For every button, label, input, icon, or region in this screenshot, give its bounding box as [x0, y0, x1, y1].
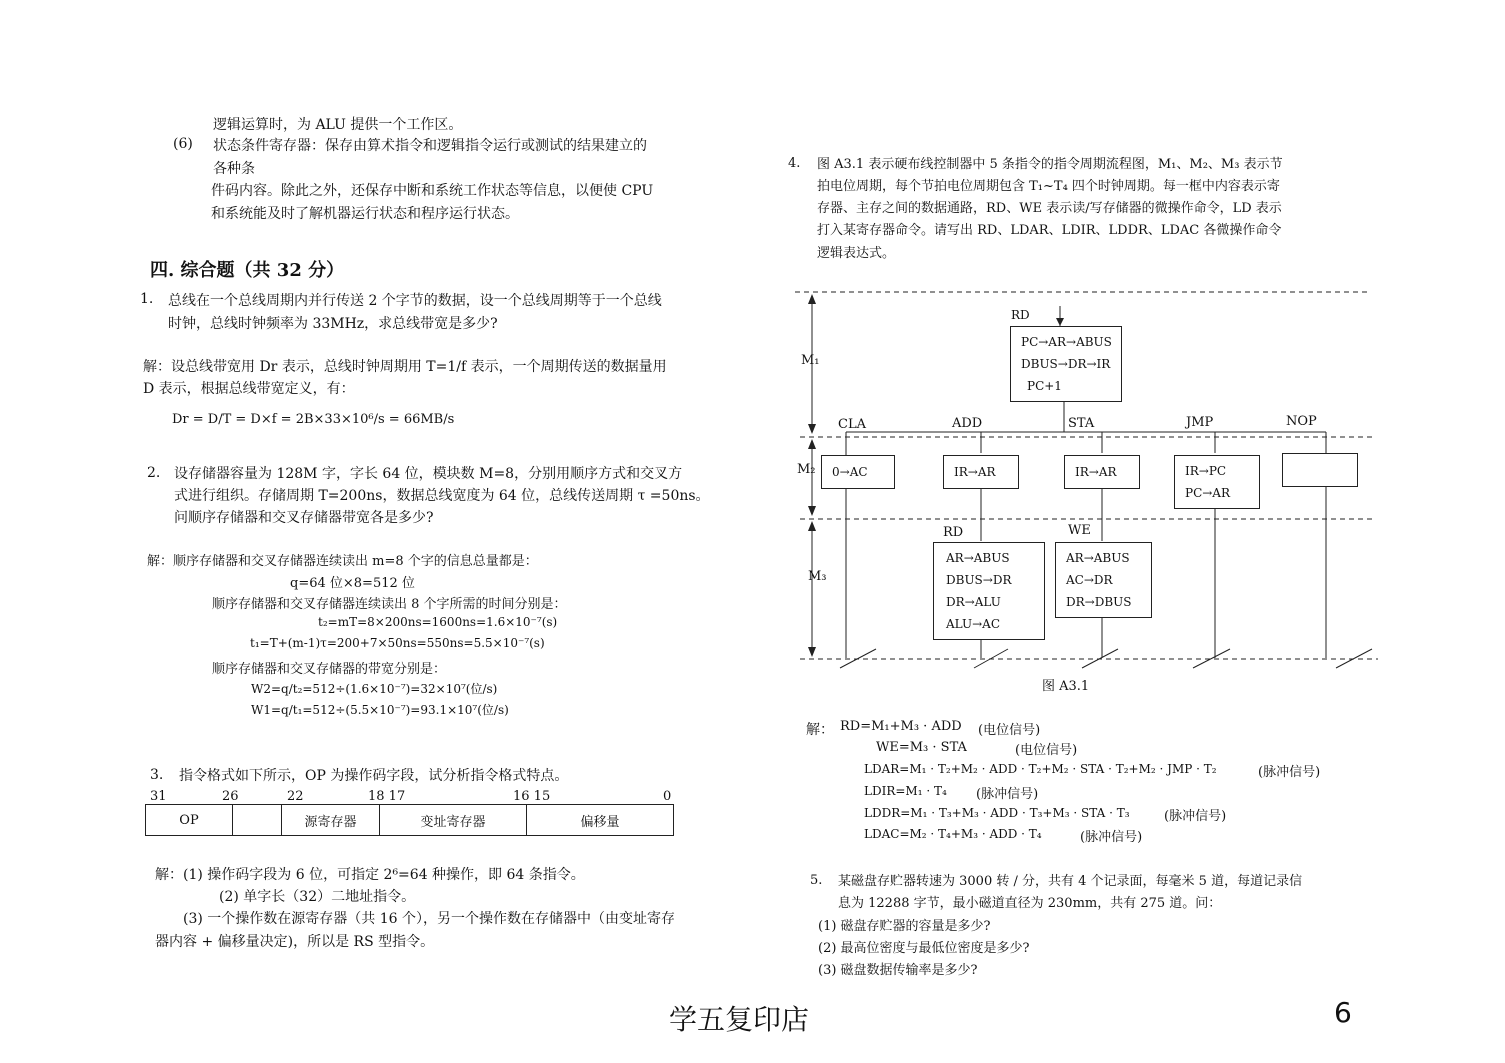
formula: WE=M₃ · STA	[876, 740, 967, 755]
branch-label-cla: CLA	[838, 417, 866, 432]
micro-op: DBUS→DR	[946, 573, 1012, 587]
question-text: 时钟，总线时钟频率为 33MHz，求总线带宽是多少?	[168, 316, 498, 332]
answer-text: (3) 一个操作数在源寄存器（共 16 个），另一个操作数在存储器中（由变址寄存	[183, 911, 675, 927]
formula: LDIR=M₁ · T₄	[864, 784, 947, 798]
answer-text: 顺序存储器和交叉存储器连续读出 8 个字所需的时间分别是：	[212, 597, 567, 612]
micro-op: AC→DR	[1066, 573, 1113, 587]
bit-label: 18 17	[368, 789, 406, 804]
add-m2-box	[943, 455, 1019, 489]
question-text: 问顺序存储器和交叉存储器带宽各是多少?	[174, 510, 434, 526]
add-m3-box	[933, 542, 1045, 640]
field-source-register: 源寄存器	[282, 805, 380, 836]
write-signal-label: WE	[1068, 523, 1091, 538]
micro-op: PC→AR	[1185, 486, 1231, 500]
signal-type: (脉冲信号)	[976, 787, 1039, 802]
question-text: 指令格式如下所示，OP 为操作码字段，试分析指令格式特点。	[179, 768, 569, 784]
answer-label: 解：	[806, 722, 834, 738]
page-number: 6	[1334, 996, 1352, 1029]
signal-type: (脉冲信号)	[1164, 809, 1227, 824]
micro-op: DBUS→DR→IR	[1021, 357, 1111, 371]
field-index-register: 变址寄存器	[380, 805, 527, 836]
formula: W2=q/t₂=512÷(1.6×10⁻⁷)=32×10⁷(位/s)	[251, 682, 498, 696]
signal-type: (脉冲信号)	[1258, 765, 1321, 780]
read-signal-label: RD	[943, 525, 964, 540]
bit-label: 31	[150, 789, 167, 804]
bit-label: 26	[222, 789, 239, 804]
sta-m3-box	[1055, 542, 1152, 618]
item6-text: 各种条	[213, 161, 255, 177]
formula: LDAC=M₂ · T₄+M₃ · ADD · T₄	[864, 827, 1042, 841]
question-text: 打入某寄存器命令。请写出 RD、LDAR、LDIR、LDDR、LDAC 各微操作命令	[817, 223, 1282, 238]
micro-op: AR→ABUS	[1066, 551, 1130, 565]
sub-question: (3) 磁盘数据传输率是多少?	[818, 963, 978, 978]
question-text: 拍电位周期，每个节拍电位周期包含 T₁~T₄ 四个时钟周期。每一框中内容表示寄	[817, 179, 1280, 194]
answer-text: 顺序存储器和交叉存储器的带宽分别是：	[212, 662, 447, 677]
micro-op: PC→AR→ABUS	[1021, 335, 1112, 349]
answer-text: 解：(1) 操作码字段为 6 位，可指定 2⁶=64 种操作，即 64 条指令。	[155, 867, 585, 883]
item-number: (6)	[173, 136, 193, 152]
formula: Dr = D/T = D×f = 2B×33×10⁶/s = 66MB/s	[172, 412, 455, 427]
question-text: 式进行组织。存储周期 T=200ns，数据总线宽度为 64 位，总线传送周期 τ =50ns。	[174, 488, 710, 504]
bit-label: 0	[663, 789, 672, 804]
signal-type: (脉冲信号)	[1080, 830, 1143, 845]
question-text: 图 A3.1 表示硬布线控制器中 5 条指令的指令周期流程图，M₁、M₂、M₃ 表示节	[817, 157, 1283, 172]
answer-text: 器内容 + 偏移量决定)，所以是 RS 型指令。	[155, 934, 435, 950]
formula: RD=M₁+M₃ · ADD	[840, 719, 962, 734]
jmp-m2-box	[1174, 455, 1260, 509]
cla-box	[821, 455, 895, 489]
branch-label-nop: NOP	[1286, 414, 1317, 429]
formula: W1=q/t₁=512÷(5.5×10⁻⁷)=93.1×10⁷(位/s)	[251, 703, 509, 717]
branch-label-sta: STA	[1068, 416, 1095, 431]
continuation-text: 逻辑运算时，为 ALU 提供一个工作区。	[213, 117, 463, 133]
micro-op: AR→ABUS	[946, 551, 1010, 565]
branch-label-jmp: JMP	[1186, 415, 1214, 430]
answer-text: 解：顺序存储器和交叉存储器连续读出 m=8 个字的信息总量都是：	[147, 554, 538, 569]
question-text: 总线在一个总线周期内并行传送 2 个字节的数据，设一个总线周期等于一个总线	[168, 293, 662, 309]
figure-caption: 图 A3.1	[1042, 679, 1090, 694]
answer-text: (2) 单字长（32）二地址指令。	[219, 889, 416, 905]
formula: LDDR=M₁ · T₃+M₃ · ADD · T₃+M₃ · STA · T₃	[864, 806, 1130, 820]
field-op: OP	[146, 805, 233, 836]
question-number: 5.	[810, 873, 823, 888]
micro-op: DR→ALU	[946, 595, 1001, 609]
micro-op: 0→AC	[832, 465, 868, 479]
micro-op: IR→AR	[1075, 465, 1117, 479]
item6-text: 件码内容。除此之外，还保存中断和系统工作状态等信息，以便使 CPU	[211, 183, 654, 199]
micro-op: IR→PC	[1185, 464, 1227, 478]
bit-label: 22	[287, 789, 304, 804]
formula: t₁=T+(m-1)τ=200+7×50ns=550ns=5.5×10⁻⁷(s)	[250, 636, 545, 650]
sub-question: (1) 磁盘存贮器的容量是多少?	[818, 919, 991, 934]
answer-text: 解：设总线带宽用 Dr 表示，总线时钟周期用 T=1/f 表示，一个周期传送的数据量用	[143, 359, 667, 375]
branch-label-add: ADD	[952, 416, 983, 431]
item6-text: 和系统能及时了解机器运行状态和程序运行状态。	[211, 206, 519, 222]
question-text: 设存储器容量为 128M 字，字长 64 位，模块数 M=8，分别用顺序方式和交叉方	[174, 466, 683, 482]
answer-text: q=64 位×8=512 位	[290, 576, 415, 591]
nop-m2-box	[1282, 453, 1358, 487]
question-text: 某磁盘存贮器转速为 3000 转 / 分，共有 4 个记录面，每毫米 5 道，每道记录信	[838, 874, 1303, 889]
question-text: 逻辑表达式。	[817, 246, 896, 261]
question-text: 存器、主存之间的数据通路，RD、WE 表示读/写存储器的微操作命令，LD 表示	[817, 201, 1282, 216]
signal-type: (电位信号)	[1015, 743, 1078, 758]
cycle-label-m3: M₃	[808, 569, 827, 584]
fetch-box	[1010, 326, 1122, 402]
micro-op: IR→AR	[954, 465, 996, 479]
formula: LDAR=M₁ · T₂+M₂ · ADD · T₂+M₂ · STA · T₂+M₂ · JMP · T₂	[864, 762, 1217, 776]
micro-op: PC+1	[1027, 379, 1062, 393]
question-text: 息为 12288 字节，最小磁道直径为 230mm，共有 275 道。问：	[838, 896, 1222, 911]
micro-op: DR→DBUS	[1066, 595, 1132, 609]
cycle-label-m2: M₂	[797, 462, 816, 477]
question-number: 3.	[150, 767, 164, 783]
answer-text: D 表示，根据总线带宽定义，有：	[143, 381, 355, 397]
micro-op: ALU→AC	[946, 617, 1000, 631]
question-number: 4.	[788, 156, 801, 171]
copy-shop-footer: 学五复印店	[669, 1003, 810, 1036]
bit-label: 16 15	[513, 789, 551, 804]
field-offset: 偏移量	[527, 805, 674, 836]
question-number: 2.	[147, 465, 161, 481]
section-title: 四. 综合题（共 32 分）	[150, 260, 345, 281]
signal-type: (电位信号)	[978, 723, 1041, 738]
read-signal-label: RD	[1011, 308, 1030, 322]
sta-m2-box	[1064, 455, 1140, 489]
sub-question: (2) 最高位密度与最低位密度是多少?	[818, 941, 1030, 956]
formula: t₂=mT=8×200ns=1600ns=1.6×10⁻⁷(s)	[318, 615, 558, 629]
question-number: 1.	[140, 291, 154, 307]
cycle-label-m1: M₁	[801, 353, 820, 368]
item6-text: 状态条件寄存器：保存由算术指令和逻辑指令运行或测试的结果建立的	[213, 138, 647, 154]
